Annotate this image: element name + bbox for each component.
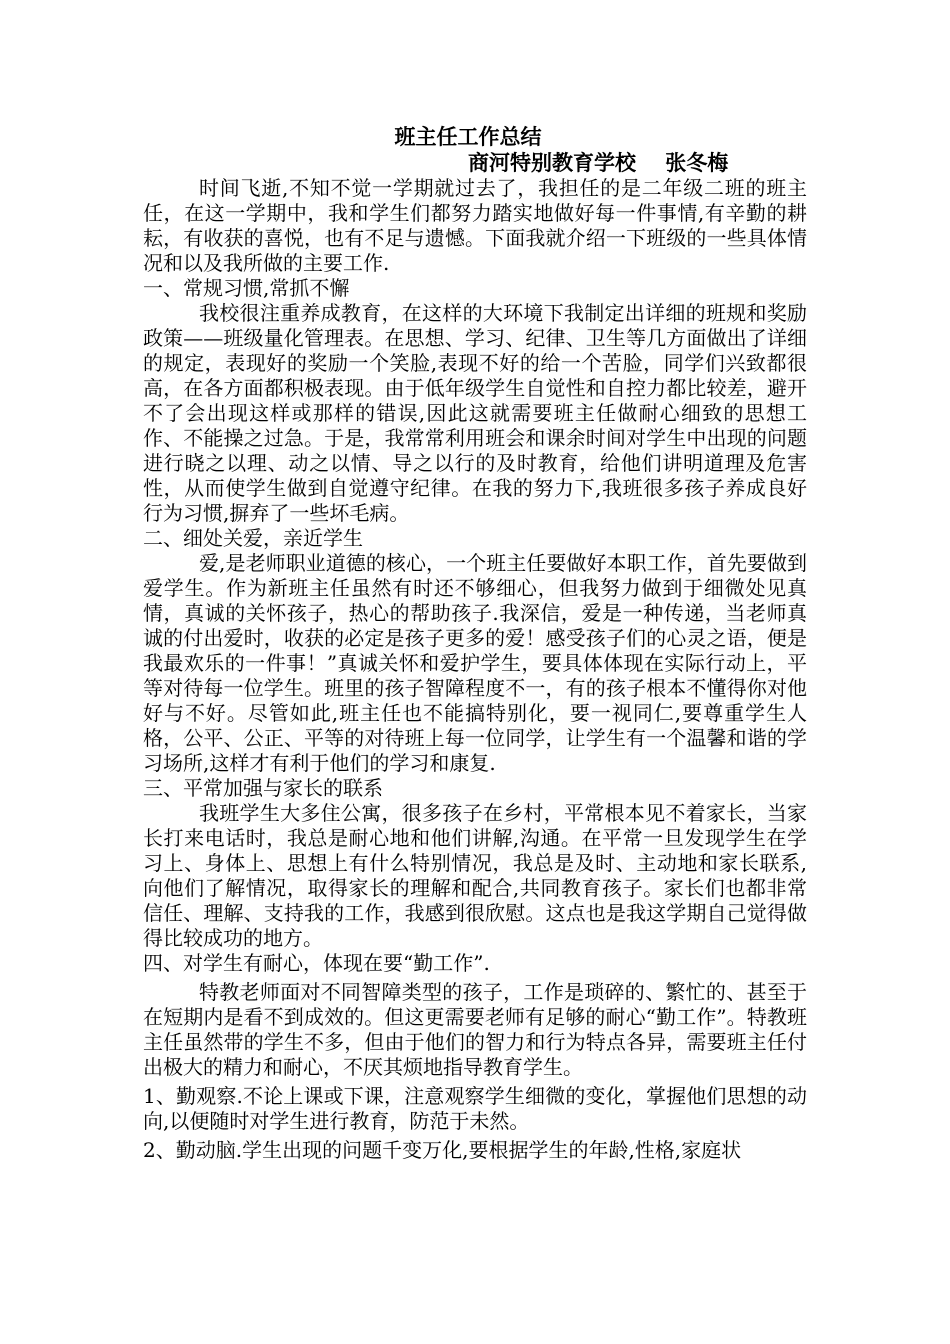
section-heading-4: 四、对学生有耐心，体现在要“勤工作”. [143, 951, 490, 975]
section-body-1: 我校很注重养成教育，在这样的大环境下我制定出详细的班规和奖励政策——班级量化管理表。在思想、学习、纪律、卫生等几方面做出了详细的规定，表现好的奖励一个笑脸,表现不好的给一个苦脸，同学们兴致都很高，在各方面都积极表现。由于低年级学生自觉性和自控力都比较差，避开不了会出现这样或那样的错误,因此这就需要班主任做耐心细致的思想工作、不能操之过急。于是，我常常利用班会和课余时间对学生中出现的问题进行晓之以理、动之以情、导之以行的及时教育，给他们讲明道理及危害性，从而使学生做到自觉遵守纪律。在我的努力下,我班很多孩子养成良好行为习惯,摒弃了一些坏毛病。 [143, 301, 807, 525]
section-heading-2: 二、细处关爱，亲近学生 [143, 526, 363, 550]
intro-paragraph: 时间飞逝,不知不觉一学期就过去了，我担任的是二年级二班的班主任，在这一学期中，我和学生们都努力踏实地做好每一件事情,有辛勤的耕耘，有收获的喜悦，也有不足与遗憾。下面我就介绍一下班级的一些具体情况和以及我所做的主要工作. [143, 176, 807, 275]
section-heading-3: 三、平常加强与家长的联系 [143, 776, 383, 800]
section-body-4: 特教老师面对不同智障类型的孩子，工作是琐碎的、繁忙的、甚至于在短期内是看不到成效的。但这更需要老师有足够的耐心“勤工作”。特教班主任虽然带的学生不多，但由于他们的智力和行为特点各异，需要班主任付出极大的精力和耐心，不厌其烦地指导教育学生。 [143, 980, 807, 1079]
author-line: 商河特别教育学校 张冬梅 [468, 150, 729, 175]
document-title: 班主任工作总结 [394, 124, 542, 149]
list-item-1: 1、勤观察.不论上课或下课，注意观察学生细微的变化，掌握他们思想的动向,以便随时对学生进行教育，防范于未然。 [143, 1084, 807, 1133]
section-heading-1: 一、常规习惯,常抓不懈 [143, 276, 350, 300]
section-body-2: 爱,是老师职业道德的核心，一个班主任要做好本职工作，首先要做到爱学生。作为新班主任虽然有时还不够细心，但我努力做到于细微处见真情，真诚的关怀孩子，热心的帮助孩子.我深信，爱是一种传递，当老师真诚的付出爱时，收获的必定是孩子更多的爱！感受孩子们的心灵之语，便是我最欢乐的一件事！”真诚关怀和爱护学生，要具体体现在实际行动上，平等对待每一位学生。班里的孩子智障程度不一，有的孩子根本不懂得你对他好与不好。尽管如此,班主任也不能搞特别化，要一视同仁,要尊重学生人格，公平、公正、平等的对待班上每一位同学，让学生有一个温馨和谐的学习场所,这样才有利于他们的学习和康复. [143, 551, 807, 775]
section-body-3: 我班学生大多住公寓，很多孩子在乡村，平常根本见不着家长，当家长打来电话时，我总是耐心地和他们讲解,沟通。在平常一旦发现学生在学习上、身体上、思想上有什么特别情况，我总是及时、主动地和家长联系,向他们了解情况，取得家长的理解和配合,共同教育孩子。家长们也都非常信任、理解、支持我的工作，我感到很欣慰。这点也是我这学期自己觉得做得比较成功的地方。 [143, 801, 807, 950]
document-page [143, 124, 807, 1163]
list-item-2: 2、勤动脑.学生出现的问题千变万化,要根据学生的年龄,性格,家庭状 [143, 1138, 742, 1162]
